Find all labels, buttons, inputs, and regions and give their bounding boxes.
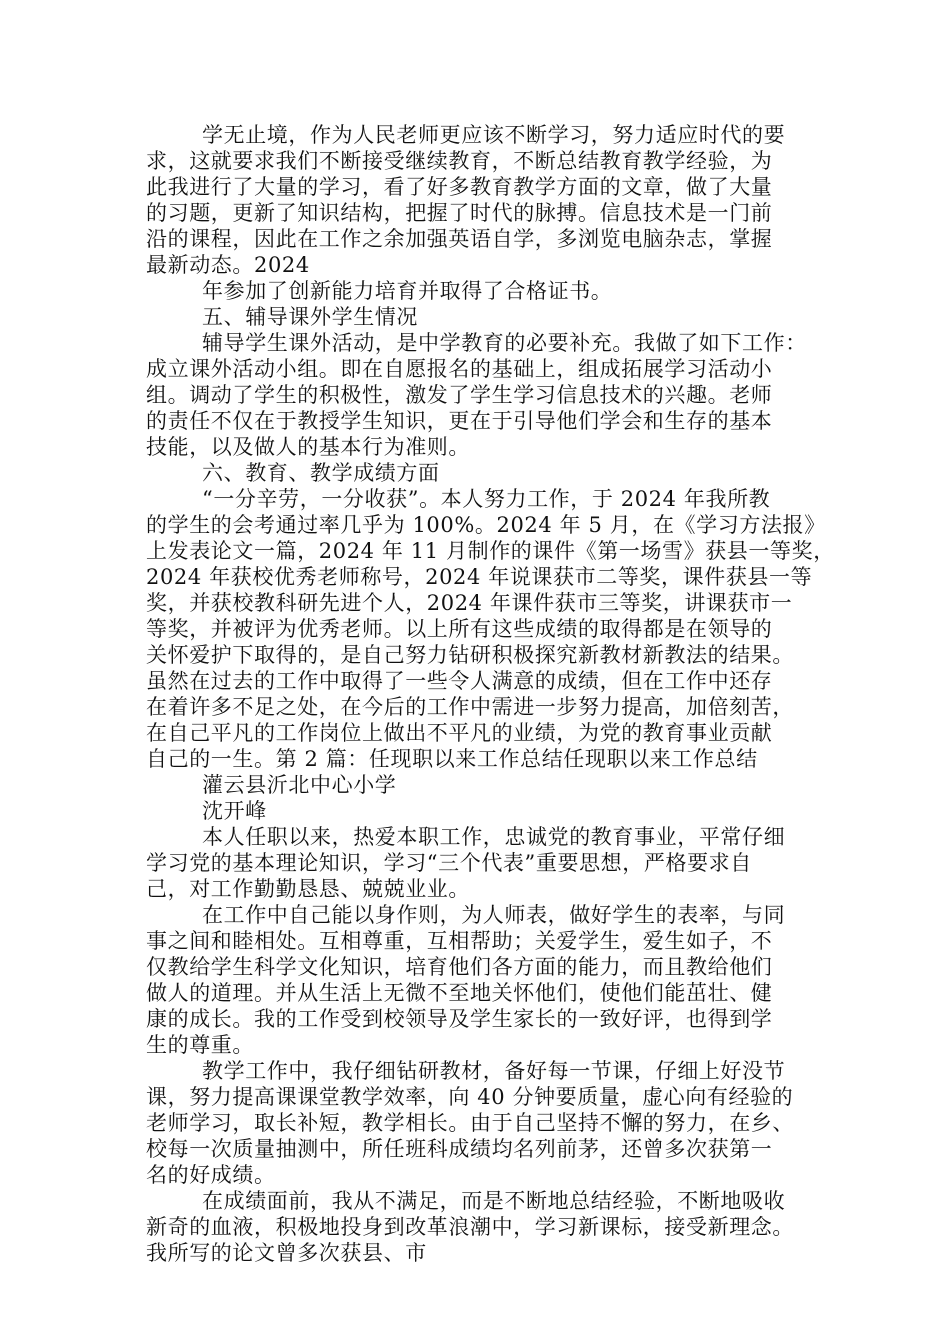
text-line: 此我进行了大量的学习，看了好多教育教学方面的文章，做了大量 xyxy=(146,175,773,199)
text-line: 在着许多不足之处，在今后的工作中需进一步努力提高，加倍刻苦， xyxy=(146,695,794,719)
text-line: 辅导学生课外活动，是中学教育的必要补充。我做了如下工作： xyxy=(202,331,807,355)
text-line: 我所写的论文曾多次获县、市 xyxy=(146,1241,427,1265)
text-line: 自己的一生。第 2 篇：任现职以来工作总结任现职以来工作总结 xyxy=(146,747,758,771)
text-line: 的习题，更新了知识结构，把握了时代的脉搏。信息技术是一门前 xyxy=(146,201,773,225)
text-line: 沿的课程，因此在工作之余加强英语自学，多浏览电脑杂志，掌握 xyxy=(146,227,773,251)
text-line: 做人的道理。并从生活上无微不至地关怀他们，使他们能茁壮、健 xyxy=(146,981,773,1005)
text-line: 的责任不仅在于教授学生知识，更在于引导他们学会和生存的基本 xyxy=(146,409,773,433)
text-line: 虽然在过去的工作中取得了一些令人满意的成绩，但在工作中还存 xyxy=(146,669,773,693)
text-line: 年参加了创新能力培育并取得了合格证书。 xyxy=(202,279,613,303)
text-line: 教学工作中，我仔细钻研教材，备好每一节课，仔细上好没节 xyxy=(202,1059,786,1083)
text-line: 六、教育、教学成绩方面 xyxy=(202,461,440,485)
text-line: 成立课外活动小组。即在自愿报名的基础上，组成拓展学习活动小 xyxy=(146,357,773,381)
text-line: 校每一次质量抽测中，所任班科成绩均名列前茅，还曾多次获第一 xyxy=(146,1137,773,1161)
text-line: 的学生的会考通过率几乎为 100%。2024 年 5 月，在《学习方法报》 xyxy=(146,513,826,537)
text-line: 学习党的基本理论知识，学习“三个代表”重要思想，严格要求自 xyxy=(146,851,752,875)
text-line: 关怀爱护下取得的，是自己努力钻研积极探究新教材新教法的结果。 xyxy=(146,643,794,667)
text-line: 沈开峰 xyxy=(202,799,267,823)
text-line: 课，努力提高课课堂教学效率，向 40 分钟要质量，虚心向有经验的 xyxy=(146,1085,794,1109)
text-line: 事之间和睦相处。互相尊重，互相帮助；关爱学生，爱生如子，不 xyxy=(146,929,773,953)
text-line: 老师学习，取长补短，教学相长。由于自己坚持不懈的努力，在乡、 xyxy=(146,1111,794,1135)
text-line: 学无止境，作为人民老师更应该不断学习，努力适应时代的要 xyxy=(202,123,786,147)
text-line: 名的好成绩。 xyxy=(146,1163,276,1187)
document-page xyxy=(146,122,835,1266)
text-line: 奖，并获校教科研先进个人，2024 年课件获市三等奖，讲课获市一 xyxy=(146,591,793,615)
text-line: 上发表论文一篇，2024 年 11 月制作的课件《第一场雪》获县一等奖， xyxy=(146,539,835,563)
text-line: 求，这就要求我们不断接受继续教育，不断总结教育教学经验，为 xyxy=(146,149,773,173)
text-line: 五、辅导课外学生情况 xyxy=(202,305,418,329)
text-line: 生的尊重。 xyxy=(146,1033,254,1057)
text-line: 2024 年获校优秀老师称号，2024 年说课获市二等奖，课件获县一等 xyxy=(146,565,813,589)
text-line: 在自己平凡的工作岗位上做出不平凡的业绩，为党的教育事业贡献 xyxy=(146,721,773,745)
text-line: 在工作中自己能以身作则，为人师表，做好学生的表率，与同 xyxy=(202,903,786,927)
text-line: 组。调动了学生的积极性，激发了学生学习信息技术的兴趣。老师 xyxy=(146,383,773,407)
text-line: “一分辛劳，一分收获”。本人努力工作，于 2024 年我所教 xyxy=(202,487,771,511)
text-line: 新奇的血液，积极地投身到改革浪潮中，学习新课标，接受新理念。 xyxy=(146,1215,794,1239)
text-line: 最新动态。2024 xyxy=(146,253,310,277)
text-line: 本人任职以来，热爱本职工作，忠诚党的教育事业，平常仔细 xyxy=(202,825,786,849)
text-line: 等奖，并被评为优秀老师。以上所有这些成绩的取得都是在领导的 xyxy=(146,617,773,641)
text-line: 仅教给学生科学文化知识，培育他们各方面的能力，而且教给他们 xyxy=(146,955,773,979)
text-line: 灌云县沂北中心小学 xyxy=(202,773,397,797)
text-line: 己，对工作勤勤恳恳、兢兢业业。 xyxy=(146,877,470,901)
text-line: 在成绩面前，我从不满足，而是不断地总结经验，不断地吸收 xyxy=(202,1189,786,1213)
text-line: 康的成长。我的工作受到校领导及学生家长的一致好评，也得到学 xyxy=(146,1007,773,1031)
text-line: 技能，以及做人的基本行为准则。 xyxy=(146,435,470,459)
